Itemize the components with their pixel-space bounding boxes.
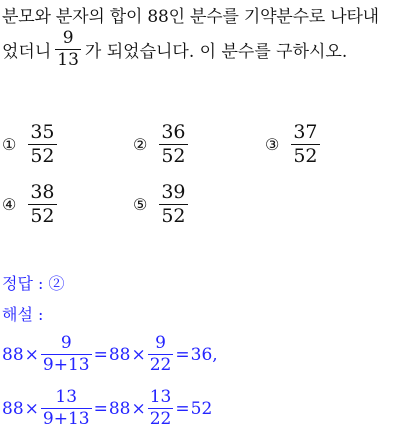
eq1-fraction-1-denominator: 9+13 bbox=[42, 355, 90, 375]
explanation-equation-2 bbox=[2, 389, 212, 428]
choice-5[interactable] bbox=[133, 183, 188, 226]
eq2-times-1: × bbox=[24, 398, 39, 419]
eq1-fraction-1 bbox=[41, 335, 92, 374]
answer-value: ② bbox=[48, 274, 65, 293]
question-text-after: 가 되었습니다. 이 분수를 구하시오. bbox=[84, 42, 348, 62]
choice-5-mark: ⑤ bbox=[133, 195, 148, 214]
eq1-times-2: × bbox=[131, 344, 146, 365]
choice-5-numerator: 39 bbox=[161, 181, 186, 203]
choice-4-mark: ④ bbox=[2, 195, 17, 214]
eq1-equals-2: = bbox=[175, 344, 190, 365]
eq1-equals-1: = bbox=[93, 344, 108, 365]
answer-line bbox=[2, 271, 65, 294]
eq2-times-2: × bbox=[131, 398, 146, 419]
eq1-times-1: × bbox=[24, 344, 39, 365]
choice-5-fraction bbox=[159, 183, 187, 226]
eq1-fraction-1-numerator: 9 bbox=[60, 333, 72, 353]
choice-2-fraction bbox=[159, 123, 187, 166]
eq1-fraction-2 bbox=[148, 335, 174, 374]
eq2-fraction-2-denominator: 22 bbox=[149, 409, 172, 429]
choice-2[interactable] bbox=[133, 123, 188, 166]
choice-4-fraction bbox=[28, 183, 56, 226]
eq2-term-b: 88 bbox=[108, 398, 131, 419]
eq2-equals-2: = bbox=[175, 398, 190, 419]
question-line-2 bbox=[2, 30, 347, 69]
choice-2-numerator: 36 bbox=[161, 121, 186, 143]
choice-4-numerator: 38 bbox=[30, 181, 55, 203]
eq2-term-a: 88 bbox=[2, 398, 24, 419]
eq2-result: 52 bbox=[190, 398, 213, 419]
eq1-term-a: 88 bbox=[2, 344, 24, 365]
eq1-result: 36, bbox=[190, 344, 218, 365]
choice-5-denominator: 52 bbox=[161, 205, 186, 227]
eq2-fraction-2-numerator: 13 bbox=[149, 387, 172, 407]
choice-2-denominator: 52 bbox=[161, 145, 186, 167]
choice-3-denominator: 52 bbox=[293, 145, 318, 167]
given-fraction bbox=[55, 30, 81, 69]
eq2-fraction-1-numerator: 13 bbox=[55, 387, 78, 407]
eq1-fraction-2-numerator: 9 bbox=[155, 333, 166, 353]
eq1-fraction-2-denominator: 22 bbox=[149, 355, 172, 375]
choice-1-denominator: 52 bbox=[30, 145, 55, 167]
question-line-1: 분모와 분자의 합이 88인 분수를 기약분수로 나타내 bbox=[2, 7, 379, 27]
explanation-equation-1 bbox=[2, 335, 218, 374]
eq2-equals-1: = bbox=[93, 398, 108, 419]
choice-4-denominator: 52 bbox=[30, 205, 55, 227]
choice-3-numerator: 37 bbox=[293, 121, 318, 143]
given-fraction-numerator: 9 bbox=[62, 28, 74, 48]
given-fraction-denominator: 13 bbox=[57, 50, 79, 70]
choice-2-mark: ② bbox=[133, 135, 148, 154]
choice-3-fraction bbox=[291, 123, 319, 166]
choice-3[interactable] bbox=[265, 123, 320, 166]
question-text-before: 었더니 bbox=[2, 42, 52, 62]
eq1-term-b: 88 bbox=[108, 344, 131, 365]
explanation-label: 해설 : bbox=[2, 305, 44, 324]
choice-1-numerator: 35 bbox=[30, 121, 55, 143]
eq2-fraction-1-denominator: 9+13 bbox=[42, 409, 90, 429]
choice-4[interactable] bbox=[2, 183, 57, 226]
choice-1[interactable] bbox=[2, 123, 57, 166]
choice-1-fraction bbox=[28, 123, 56, 166]
answer-label: 정답 : bbox=[2, 274, 44, 293]
choice-1-mark: ① bbox=[2, 135, 17, 154]
eq2-fraction-1 bbox=[41, 389, 92, 428]
choice-3-mark: ③ bbox=[265, 135, 280, 154]
eq2-fraction-2 bbox=[148, 389, 174, 428]
